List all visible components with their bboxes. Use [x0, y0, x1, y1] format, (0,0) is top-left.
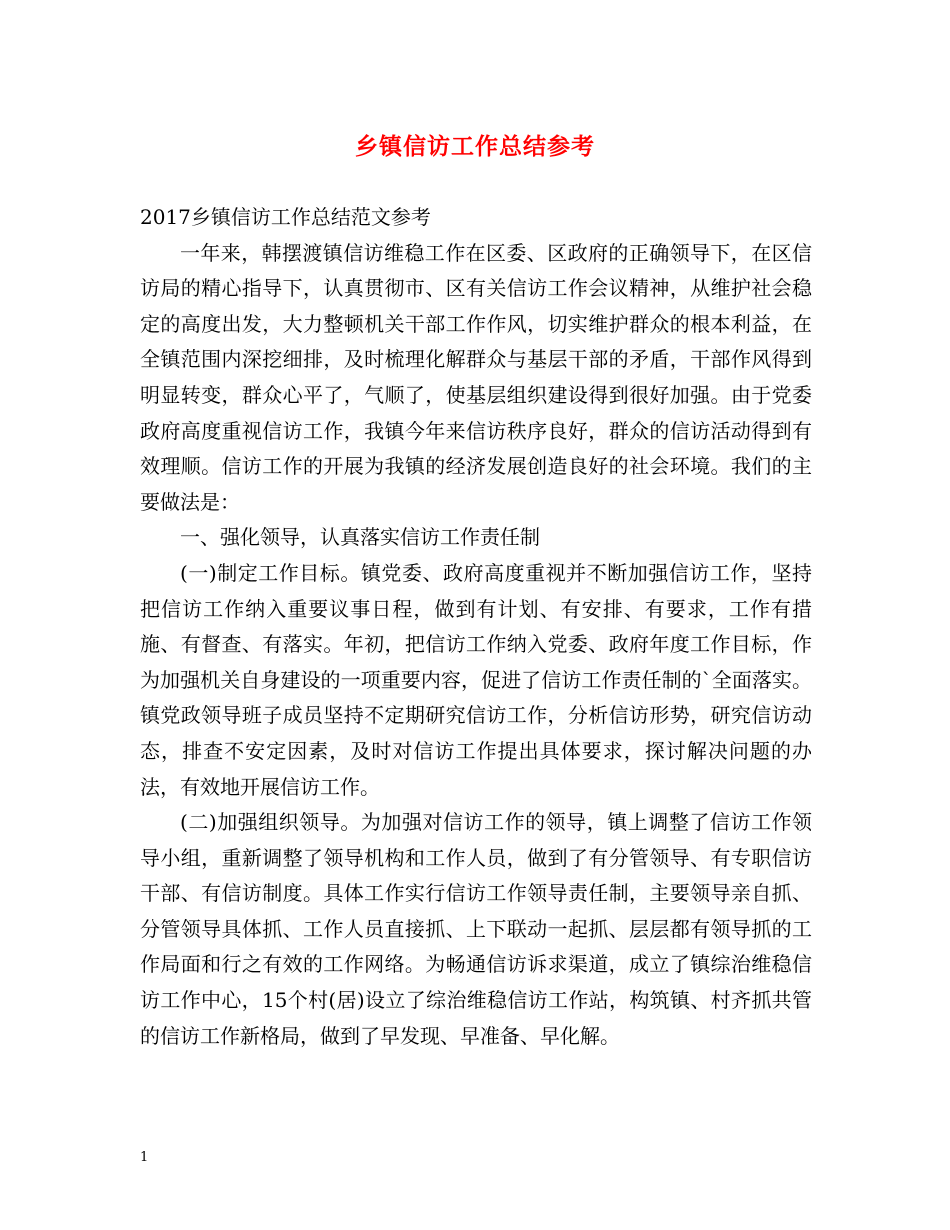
paragraph-intro: 一年来，韩摆渡镇信访维稳工作在区委、区政府的正确领导下，在区信访局的精心指导下，认真贯彻市、区有关信访工作会议精神，从维护社会稳定的高度出发，大力整顿机关干部工作作风，切实维护群众的根本利益，在全镇范围内深挖细排，及时梳理化解群众与基层干部的矛盾，干部作风得到明显转变，群众心平了，气顺了，使基层组织建设得到很好加强。由于党委政府高度重视信访工作，我镇今年来信访秩序良好，群众的信访活动得到有效理顺。信访工作的开展为我镇的经济发展创造良好的社会环境。我们的主要做法是：	[140, 240, 812, 514]
paragraph-organization-leadership: (二)加强组织领导。为加强对信访工作的领导，镇上调整了信访工作领导小组，重新调整了领导机构和工作人员，做到了有分管领导、有专职信访干部、有信访制度。具体工作实行信访工作领导责任制，主要领导亲自抓、分管领导具体抓、工作人员直接抓、上下联动一起抓、层层都有领导抓的工作局面和行之有效的工作网络。为畅通信访诉求渠道，成立了镇综治维稳信访工作中心，15个村(居)设立了综治维稳信访工作站，构筑镇、村齐抓共管的信访工作新格局，做到了早发现、早准备、早化解。	[140, 810, 812, 1048]
page-number: 1	[140, 1150, 149, 1165]
section-heading-1: 一、强化领导，认真落实信访工作责任制	[180, 525, 540, 550]
paragraph-work-goals: (一)制定工作目标。镇党委、政府高度重视并不断加强信访工作，坚持把信访工作纳入重要议事日程，做到有计划、有安排、有要求，工作有措施、有督查、有落实。年初，把信访工作纳入党委、政府年度工作目标，作为加强机关自身建设的一项重要内容，促进了信访工作责任制的`全面落实。镇党政领导班子成员坚持不定期研究信访工作，分析信访形势，研究信访动态，排查不安定因素，及时对信访工作提出具体要求，探讨解决问题的办法，有效地开展信访工作。	[140, 560, 812, 799]
document-subtitle: 2017乡镇信访工作总结范文参考	[140, 205, 431, 229]
document-body	[140, 200, 812, 1054]
document-title: 乡镇信访工作总结参考	[355, 133, 595, 160]
